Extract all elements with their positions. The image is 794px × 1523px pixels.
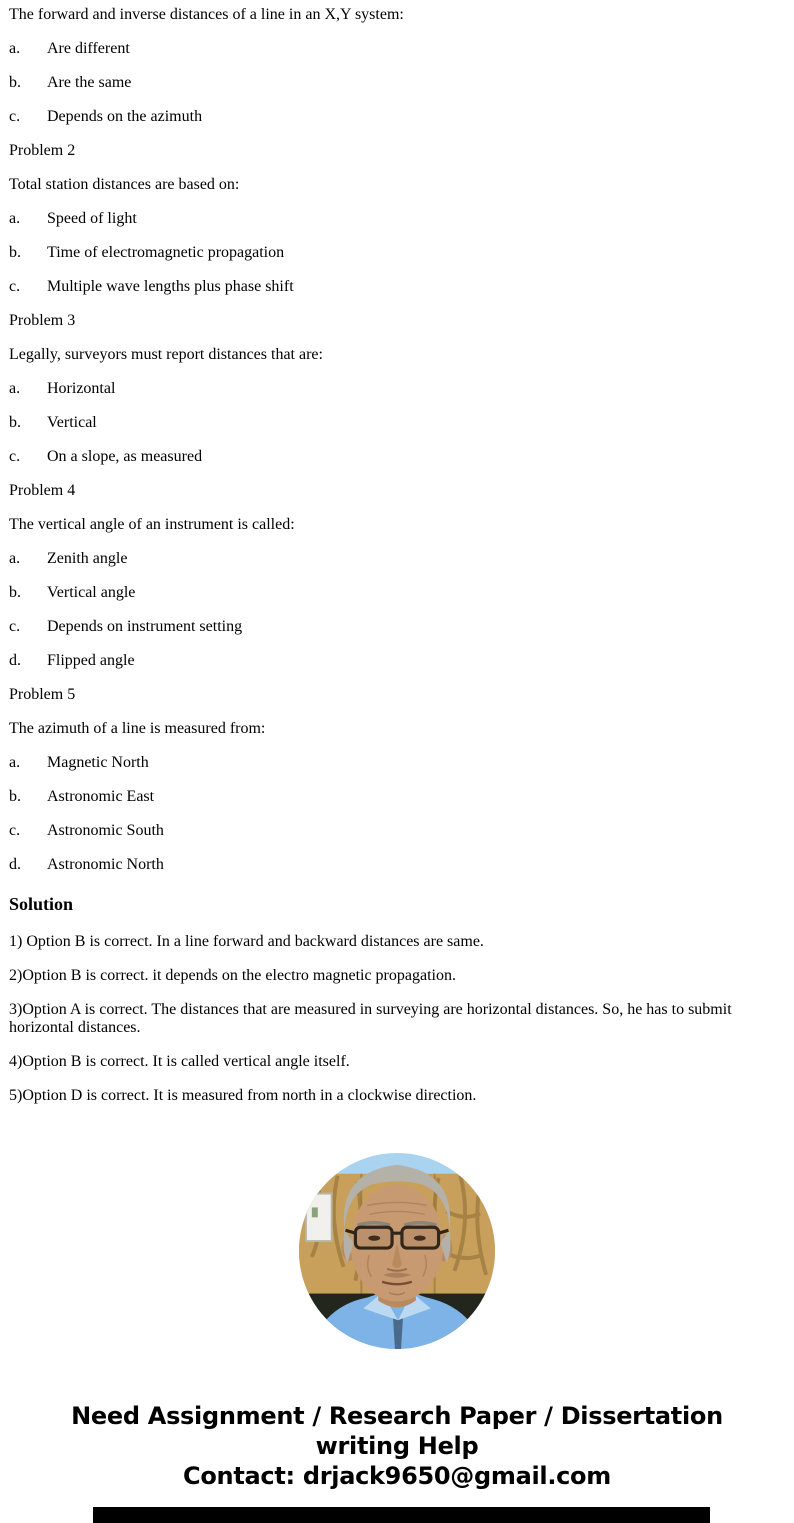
option-label: a. bbox=[9, 380, 21, 397]
problem-header: Problem 4 bbox=[9, 482, 76, 499]
option-label: c. bbox=[9, 448, 21, 465]
problem-header: Problem 5 bbox=[9, 686, 76, 703]
problem-header: Problem 3 bbox=[9, 312, 76, 329]
option-label: a. bbox=[9, 550, 21, 567]
question-text: The forward and inverse distances of a line in an X,Y system: bbox=[9, 6, 404, 23]
option-text: Astronomic South bbox=[47, 822, 164, 839]
option-text: Depends on the azimuth bbox=[47, 108, 203, 125]
option-text: Vertical angle bbox=[47, 584, 136, 601]
solution-item: 2)Option B is correct. it depends on the electro magnetic propagation. bbox=[9, 967, 456, 984]
option-text: On a slope, as measured bbox=[47, 448, 203, 465]
option-label: b. bbox=[9, 788, 21, 805]
solution-heading: Solution bbox=[9, 894, 74, 914]
option-label: b. bbox=[9, 414, 21, 431]
option-row bbox=[9, 244, 749, 262]
option-row bbox=[9, 856, 749, 874]
bottom-black-bar bbox=[93, 1507, 710, 1523]
option-row bbox=[9, 822, 749, 840]
option-label: b. bbox=[9, 584, 21, 601]
option-row bbox=[9, 584, 749, 602]
option-row bbox=[9, 652, 749, 670]
option-label: d. bbox=[9, 652, 21, 669]
option-text: Vertical bbox=[47, 414, 97, 431]
option-row bbox=[9, 618, 749, 636]
solution-item: 1) Option B is correct. In a line forward and backward distances are same. bbox=[9, 933, 484, 950]
option-row bbox=[9, 754, 749, 772]
option-label: c. bbox=[9, 108, 21, 125]
option-text: Multiple wave lengths plus phase shift bbox=[47, 278, 294, 295]
solution-item: 4)Option B is correct. It is called vertical angle itself. bbox=[9, 1053, 350, 1070]
option-row bbox=[9, 210, 749, 228]
footer-line-2: writing Help bbox=[315, 1432, 479, 1460]
option-text: Are the same bbox=[47, 74, 132, 91]
option-label: c. bbox=[9, 618, 21, 635]
option-label: c. bbox=[9, 822, 21, 839]
option-row bbox=[9, 414, 749, 432]
option-label: a. bbox=[9, 210, 21, 227]
tutor-avatar-illustration bbox=[298, 1152, 496, 1350]
option-text: Magnetic North bbox=[47, 754, 149, 771]
option-text: Depends on instrument setting bbox=[47, 618, 243, 635]
option-text: Flipped angle bbox=[47, 652, 135, 669]
option-row bbox=[9, 278, 749, 296]
option-text: Astronomic East bbox=[47, 788, 155, 805]
option-text: Zenith angle bbox=[47, 550, 128, 567]
photo-switch-plate bbox=[306, 1194, 332, 1242]
question-text: The vertical angle of an instrument is called: bbox=[9, 516, 295, 533]
option-text: Speed of light bbox=[47, 210, 137, 227]
solution-item: 3)Option A is correct. The distances that are measured in surveying are horizontal distances. So, he has to submit horizontal distances. bbox=[9, 1001, 732, 1036]
option-label: a. bbox=[9, 40, 21, 57]
option-text: Horizontal bbox=[47, 380, 116, 397]
option-row bbox=[9, 788, 749, 806]
option-row bbox=[9, 550, 749, 568]
option-label: b. bbox=[9, 244, 21, 261]
question-text: Legally, surveyors must report distances that are: bbox=[9, 346, 323, 363]
footer-promo bbox=[0, 1401, 794, 1491]
option-text: Astronomic North bbox=[47, 856, 164, 873]
option-row bbox=[9, 40, 749, 58]
option-label: a. bbox=[9, 754, 21, 771]
question-text: The azimuth of a line is measured from: bbox=[9, 720, 266, 737]
footer-contact-email: Contact: drjack9650@gmail.com bbox=[183, 1462, 611, 1490]
option-label: c. bbox=[9, 278, 21, 295]
option-row bbox=[9, 108, 749, 126]
option-text: Time of electromagnetic propagation bbox=[47, 244, 285, 261]
option-label: b. bbox=[9, 74, 21, 91]
option-row bbox=[9, 380, 749, 398]
footer-line-1: Need Assignment / Research Paper / Dissertation bbox=[71, 1402, 723, 1430]
tutor-avatar-photo bbox=[298, 1152, 496, 1350]
solution-item: 5)Option D is correct. It is measured from north in a clockwise direction. bbox=[9, 1087, 477, 1104]
option-row bbox=[9, 448, 749, 466]
option-row bbox=[9, 74, 749, 92]
option-text: Are different bbox=[47, 40, 130, 57]
problem-header: Problem 2 bbox=[9, 142, 76, 159]
question-text: Total station distances are based on: bbox=[9, 176, 240, 193]
option-label: d. bbox=[9, 856, 21, 873]
